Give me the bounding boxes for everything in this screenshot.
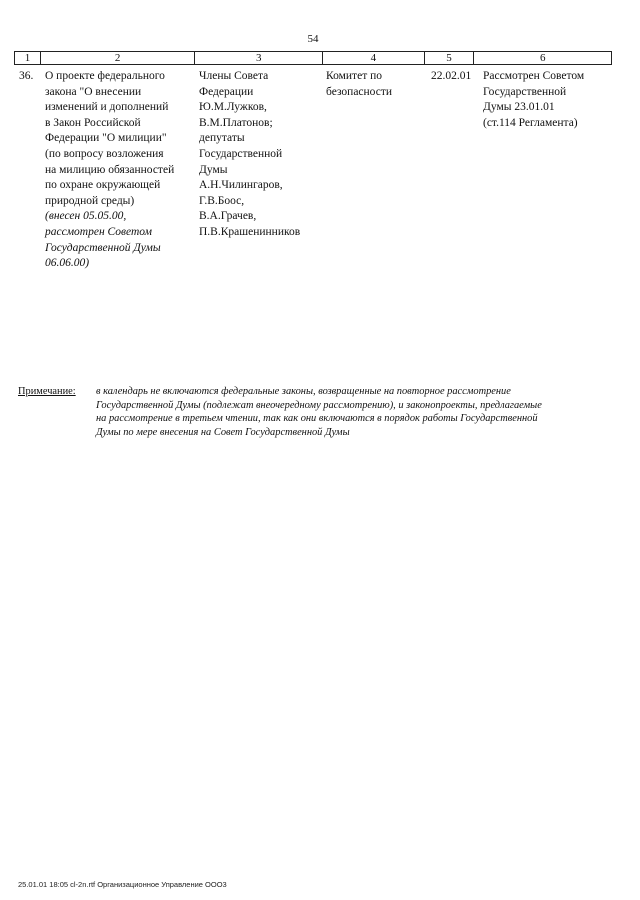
title-line: О проекте федерального	[45, 70, 165, 82]
note-line: на рассмотрение в третьем чтении, так как они включаются в порядок работы Государственной	[96, 413, 538, 424]
column-header-5: 5	[425, 52, 475, 64]
title-line: Федерации "О милиции"	[45, 132, 167, 145]
row-number: 36.	[19, 70, 34, 82]
note-text	[96, 385, 616, 439]
status-line: Думы 23.01.01	[483, 101, 555, 114]
status-line: (ст.114 Регламента)	[483, 116, 578, 129]
sponsor-line: Члены Совета	[199, 70, 269, 82]
sponsor-line: Г.В.Боос,	[199, 194, 245, 207]
title-line: в Закон Российской	[45, 116, 141, 129]
meta-line: Государственной Думы	[45, 241, 161, 254]
page-footer: 25.01.01 18:05 cl-2n.rtf Организационное Управление ООО3	[18, 880, 227, 889]
bill-title	[45, 69, 195, 272]
page-number: 54	[307, 33, 319, 45]
sponsor-line: Государственной	[199, 147, 283, 160]
title-line: по охране окружающей	[45, 179, 161, 192]
sponsor-line: Федерации	[199, 85, 254, 98]
committee	[326, 69, 426, 100]
sponsor-line: В.А.Грачев,	[199, 210, 257, 223]
column-header-2: 2	[41, 52, 195, 64]
date: 22.02.01	[431, 70, 472, 82]
note-line: Думы по мере внесения на Совет Государственной Думы	[96, 426, 350, 438]
title-line: (по вопросу возложения	[45, 147, 164, 160]
meta-line: 06.06.00)	[45, 257, 90, 270]
sponsor-line: депутаты	[199, 132, 245, 145]
status	[483, 69, 615, 131]
committee-line: Комитет по	[326, 70, 382, 82]
column-header-3: 3	[195, 52, 323, 64]
title-line: закона "О внесении	[45, 85, 142, 98]
title-line: природной среды)	[45, 194, 135, 207]
sponsor-line: Ю.М.Лужков,	[199, 101, 267, 114]
sponsor-line: Думы	[199, 163, 228, 176]
note-label: Примечание:	[18, 386, 76, 397]
meta-line: рассмотрен Советом	[45, 225, 152, 238]
status-line: Рассмотрен Советом	[483, 70, 585, 82]
column-header-6: 6	[539, 52, 546, 64]
status-line: Государственной	[483, 85, 567, 98]
bill-meta	[45, 209, 195, 271]
sponsor-line: А.Н.Чилингаров,	[199, 179, 283, 192]
note-line: в календарь не включаются федеральные законы, возвращенные на повторное рассмотрение	[96, 386, 511, 397]
meta-line: (внесен 05.05.00,	[45, 210, 127, 223]
column-header-row	[14, 51, 612, 65]
sponsors	[199, 69, 321, 241]
committee-line: безопасности	[326, 85, 393, 98]
column-header-4: 4	[323, 52, 425, 64]
column-header-1: 1	[15, 52, 41, 64]
sponsor-line: П.В.Крашенинников	[199, 225, 301, 238]
sponsor-line: В.М.Платонов;	[199, 116, 273, 129]
title-line: на милицию обязанностей	[45, 163, 175, 176]
note-line: Государственной Думы (подлежат внеочередному рассмотрению), и законопроекты, предлагаемые	[96, 399, 542, 411]
title-line: изменений и дополнений	[45, 101, 169, 114]
